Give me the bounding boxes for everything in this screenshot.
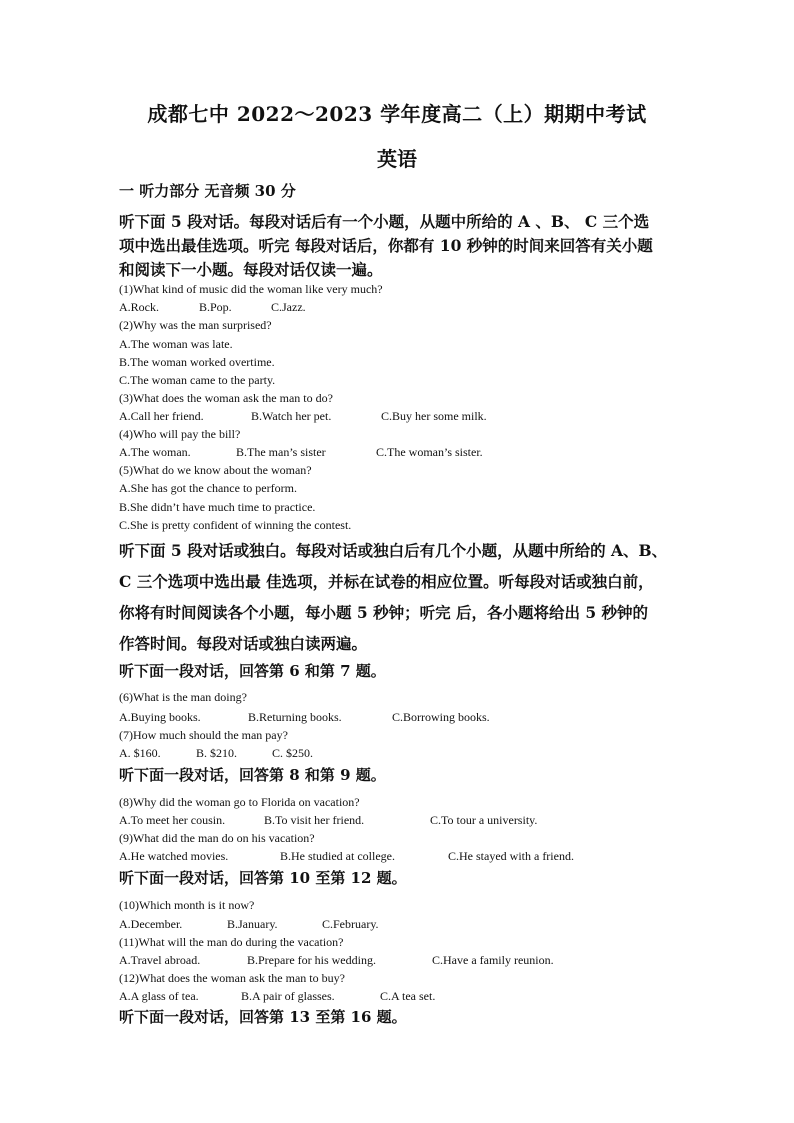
question-12-options	[119, 989, 435, 1004]
option-a: A. $160.	[119, 746, 161, 760]
question-9: (9)What did the man do on his vacation?	[119, 831, 315, 845]
question-1-options	[119, 300, 306, 315]
option-c: C.Have a family reunion.	[432, 953, 554, 967]
option-b: B.She didn’t have much time to practice.	[119, 500, 316, 514]
question-6-options	[119, 710, 490, 725]
option-a: A.She has got the chance to perform.	[119, 481, 297, 495]
instruction-line: C 三个选项中选出最 佳选项，并标在试卷的相应位置。听每段对话或独白前，	[119, 572, 654, 591]
option-b: B.Pop.	[199, 300, 232, 314]
option-c: C.To tour a university.	[430, 813, 538, 827]
option-b: B.The woman worked overtime.	[119, 355, 275, 369]
option-b: B.Prepare for his wedding.	[247, 953, 376, 967]
instruction-part1	[119, 210, 679, 282]
option-a: A.The woman.	[119, 445, 191, 459]
question-4-options	[119, 445, 483, 460]
option-a: A.To meet her cousin.	[119, 813, 226, 827]
dialogue-heading-8-9: 听下面一段对话，回答第 8 和第 9 题。	[119, 766, 386, 784]
option-b: B.January.	[227, 917, 278, 931]
option-c: C.Borrowing books.	[392, 710, 490, 724]
option-c: C.Jazz.	[271, 300, 306, 314]
option-a: A.Call her friend.	[119, 409, 204, 423]
instruction-line: 你将有时间阅读各个小题，每小题 5 秒钟；听完 后，各小题将给出 5 秒钟的	[119, 603, 649, 622]
question-12: (12)What does the woman ask the man to buy?	[119, 971, 345, 985]
question-2: (2)Why was the man surprised?	[119, 318, 272, 332]
instruction-line: 和阅读下一小题。每段对话仅读一遍。	[119, 260, 383, 279]
instruction-part2	[119, 535, 679, 659]
option-c: C.February.	[322, 917, 379, 931]
exam-subject: 英语	[377, 147, 417, 171]
option-a: A.Buying books.	[119, 710, 201, 724]
option-c: C.The woman came to the party.	[119, 373, 276, 387]
question-10: (10)Which month is it now?	[119, 898, 255, 912]
instruction-line: 听下面 5 段对话。每段对话后有一个小题，从题中所给的 A 、B、 C 三个选	[119, 212, 650, 231]
dialogue-heading-13-16: 听下面一段对话，回答第 13 至第 16 题。	[119, 1008, 407, 1026]
question-11: (11)What will the man do during the vacation?	[119, 935, 344, 949]
option-a: A.A glass of tea.	[119, 989, 199, 1003]
question-10-options	[119, 917, 379, 932]
question-3: (3)What does the woman ask the man to do?	[119, 391, 333, 405]
instruction-line: 听下面 5 段对话或独白。每段对话或独白后有几个小题，从题中所给的 A、B、	[119, 541, 668, 560]
dialogue-heading-6-7: 听下面一段对话，回答第 6 和第 7 题。	[119, 662, 386, 680]
option-c: C. $250.	[272, 746, 314, 760]
question-3-options	[119, 409, 487, 424]
dialogue-heading-10-12: 听下面一段对话，回答第 10 至第 12 题。	[119, 869, 407, 887]
option-b: B.Returning books.	[248, 710, 342, 724]
section-heading-listening: 一 听力部分 无音频 30 分	[119, 182, 296, 200]
option-a: A.The woman was late.	[119, 337, 233, 351]
option-c: C.The woman’s sister.	[376, 445, 483, 459]
question-1: (1)What kind of music did the woman like very much?	[119, 282, 383, 296]
option-b: B.To visit her friend.	[264, 813, 365, 827]
option-c: C.Buy her some milk.	[381, 409, 487, 423]
question-6: (6)What is the man doing?	[119, 690, 247, 704]
option-b: B.The man’s sister	[236, 445, 326, 459]
option-c: C.He stayed with a friend.	[448, 849, 574, 863]
question-7: (7)How much should the man pay?	[119, 728, 288, 742]
option-a: A.He watched movies.	[119, 849, 229, 863]
option-b: B.He studied at college.	[280, 849, 395, 863]
option-b: B.A pair of glasses.	[241, 989, 335, 1003]
question-5: (5)What do we know about the woman?	[119, 463, 312, 477]
option-b: B. $210.	[196, 746, 238, 760]
question-8-options	[119, 813, 537, 828]
option-c: C.She is pretty confident of winning the contest.	[119, 518, 352, 532]
question-7-options	[119, 746, 313, 761]
option-b: B.Watch her pet.	[251, 409, 332, 423]
instruction-line: 项中选出最佳选项。听完 每段对话后，你都有 10 秒钟的时间来回答有关小题	[119, 236, 653, 255]
option-a: A.Travel abroad.	[119, 953, 201, 967]
option-a: A.December.	[119, 917, 183, 931]
instruction-line: 作答时间。每段对话或独白读两遍。	[119, 634, 368, 653]
option-c: C.A tea set.	[380, 989, 436, 1003]
question-9-options	[119, 849, 574, 864]
question-11-options	[119, 953, 554, 968]
exam-title: 成都七中 2022～2023 学年度高二（上）期期中考试	[147, 102, 647, 126]
question-4: (4)Who will pay the bill?	[119, 427, 241, 441]
option-a: A.Rock.	[119, 300, 159, 314]
question-8: (8)Why did the woman go to Florida on vacation?	[119, 795, 360, 809]
